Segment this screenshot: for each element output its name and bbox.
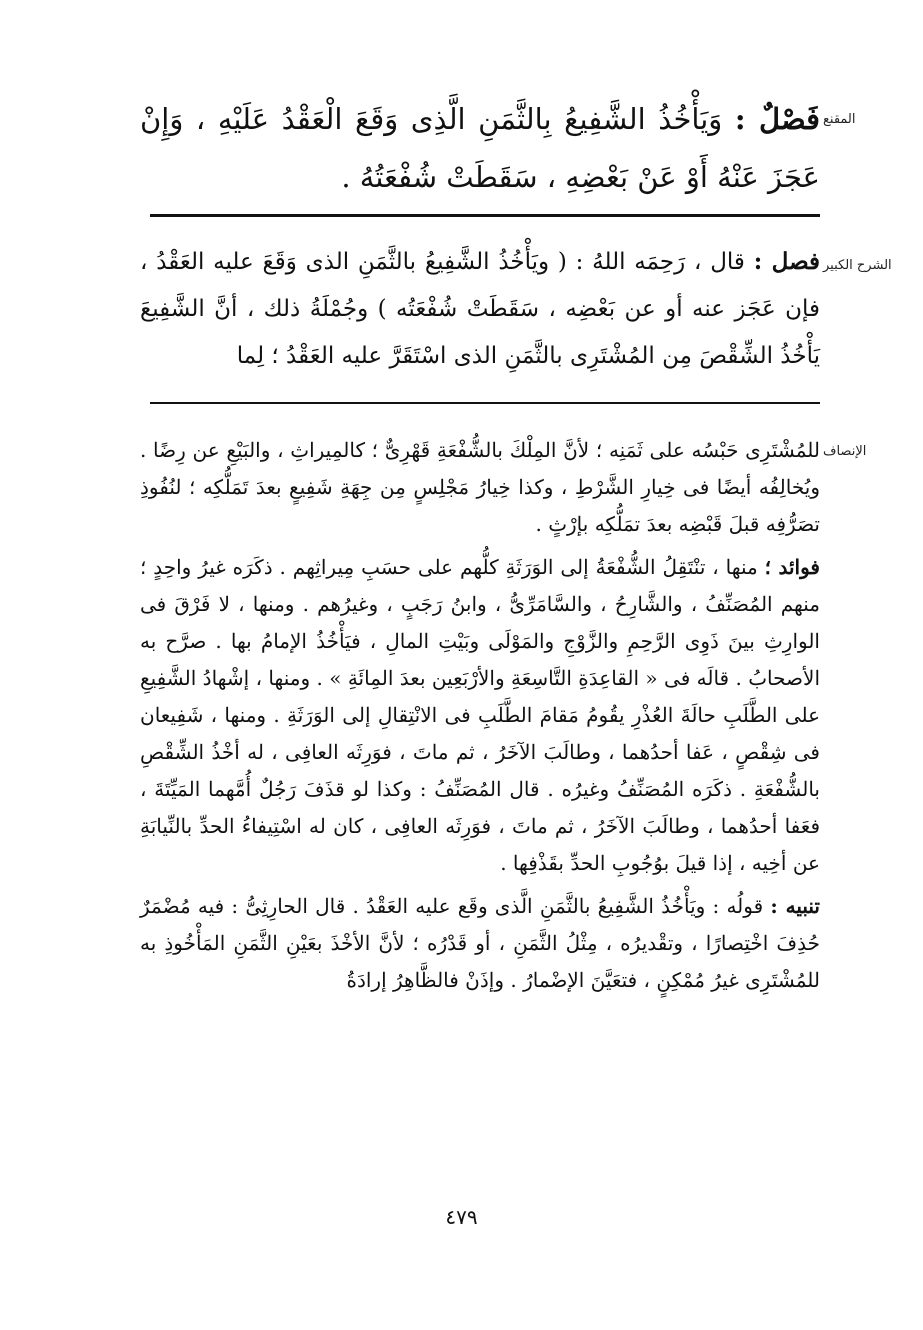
page-number: ٤٧٩ xyxy=(445,1205,478,1229)
muqni-section xyxy=(0,90,923,210)
insaf-label: الإنصاف xyxy=(823,444,867,459)
sharh-section xyxy=(0,238,923,388)
insaf-paragraph-1: للمُشْتَرِى حَبْسُه على ثَمَنِه ؛ لأنَّ المِلْكَ بالشُّفْعَةِ قَهْرِىٌّ ؛ كالمِيراثِ ، والبَيْعِ عن رِضًا . ويُخالِفُه أيضًا فى خِيارِ الشَّرْطِ ، وكذا خِيارُ مَجْلِسٍ مِن جِهَةِ شَفِيعٍ بعدَ تَمَلُّكِه ؛ لنُفُوذِ تصَرُّفِه قبلَ قَبْضِه بعدَ تمَلُّكِه بإرْثٍ . xyxy=(140,438,820,536)
sharh-label: الشرح الكبير xyxy=(823,258,892,273)
muqni-label: المقنع xyxy=(823,112,856,127)
insaf-paragraph-fawaid xyxy=(140,549,820,882)
muqni-text xyxy=(140,90,820,206)
sharh-divider xyxy=(150,402,820,404)
insaf-text xyxy=(140,432,820,1005)
muqni-divider xyxy=(150,214,820,217)
tanbih-body: قولُه : ويَأْخُذُ الشَّفِيعُ بالثَّمَنِ الَّذى وقَع عليه العَقْدُ . قال الحارِثِىُّ : فيه مُضْمَرٌ حُذِفَ اخْتِصارًا ، وتقْديرُه ، مِثْلُ الثَّمَنِ ، أو قَدْرُه ؛ لأنَّ الأخْذَ بعَيْنِ الثَّمَنِ المَأْخُوذِ به للمُشْتَرِى غيرُ مُمْكِنٍ ، فتعَيَّنَ الإضْمارُ . وإذَنْ فالظَّاهِرُ إرادَةُ xyxy=(140,894,820,992)
sharh-body: قال ، رَحِمَه اللهُ : ( ويَأْخُذُ الشَّفِيعُ بالثَّمَنِ الذى وَقَعَ عليه العَقْدُ ، فإن عَجَز عنه أو عن بَعْضِه ، سَقَطَتْ شُفْعَتُه ) وجُمْلَةُ ذلك ، أنَّ الشَّفِيعَ يَأْخُذُ الشِّقْصَ مِن المُشْتَرِى بالثَّمَنِ الذى اسْتَقَرَّ عليه العَقْدُ ؛ لِما xyxy=(140,249,820,369)
fawaid-heading: فوائد ؛ xyxy=(764,555,820,579)
insaf-paragraph-tanbih xyxy=(140,888,820,999)
insaf-section xyxy=(0,432,923,1132)
fawaid-body: منها ، تنْتَقِلُ الشُّفْعَةُ إلى الوَرَثَةِ كلُّهم على حسَبِ مِيراثِهم . ذكَرَه غيرُ واحِدٍ ؛ منهم المُصَنِّفُ ، والشَّارِحُ ، والسَّامَرِّىُّ ، وابنُ رَجَبٍ ، وغيرُهم . ومنها ، لا فَرْقَ فى الوارِثِ بينَ ذَوِى الرَّحِمِ والزَّوْجِ والمَوْلَى وبَيْتِ المالِ ، فيَأْخُذُ الإمامُ بها . صرَّح به الأصحابُ . قالَه فى « القاعِدَةِ التَّاسِعَةِ والأرْبَعِين بعدَ المِائَةِ » . ومنها ، إشْهادُ الشَّفِيعِ على الطَّلَبِ حالَةَ العُذْرِ يقُومُ مَقامَ الطَّلَبِ فى الانْتِقالِ إلى الوَرَثَةِ . ومنها ، شَفِيعان فى شِقْصٍ ، عَفا أحدُهما ، وطالَبَ الآخَرُ ، ثم ماتَ ، فوَرِثَه العافِى ، له أخْذُ الشِّقْصِ بالشُّفْعَةِ . ذكَرَه المُصَنِّفُ وغيرُه . قال المُصَنِّفُ : وكذا لو قذَفَ رَجُلٌ أُمَّهما المَيِّتَةَ ، فعَفا أحدُهما ، وطالَبَ الآخَرُ ، ثم ماتَ ، فوَرِثَه العافِى ، كان له اسْتِيفاءُ الحدِّ بالنِّيابَةِ عن أخِيه ، إذا قيلَ بوُجُوبِ الحدِّ بقَذْفِها . xyxy=(140,555,820,875)
sharh-lead: فصل : xyxy=(753,248,821,275)
tanbih-heading: تنبيه : xyxy=(770,894,820,918)
sharh-text xyxy=(140,238,820,380)
muqni-body: وَيَأْخُذُ الشَّفِيعُ بِالثَّمَنِ الَّذِى وَقَعَ الْعَقْدُ عَلَيْهِ ، وَإِنْ عَجَزَ عَنْهُ أَوْ عَنْ بَعْضِهِ ، سَقَطَتْ شُفْعَتُهُ . xyxy=(140,102,820,194)
muqni-lead: فَصْلٌ : xyxy=(734,102,820,136)
